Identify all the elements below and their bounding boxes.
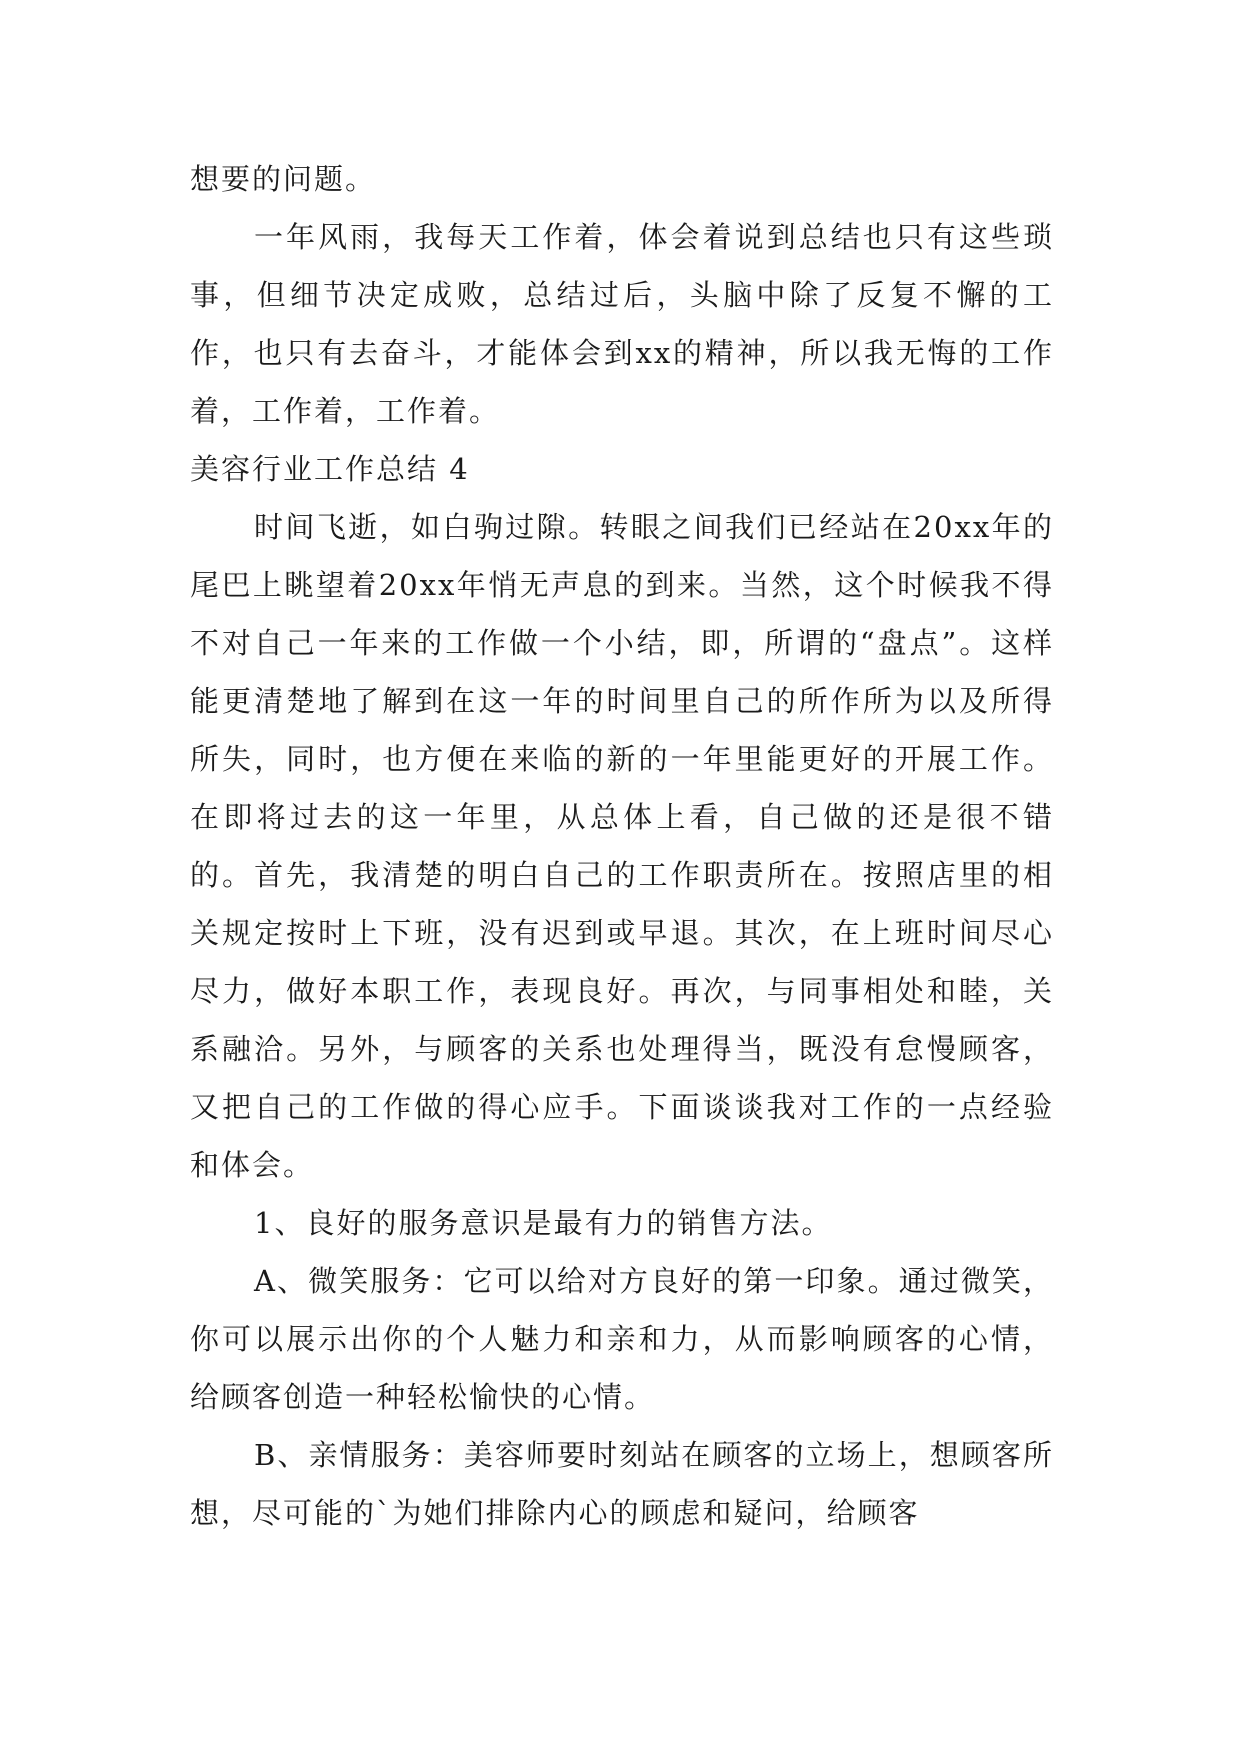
intro-fragment: 想要的问题。 (190, 162, 377, 196)
paragraph-overview: 时间飞逝，如白驹过隙。转眼之间我们已经站在20xx年的尾巴上眺望着20xx年悄无声息的到来。当然，这个时候我不得不对自己一年来的工作做一个小结，即，所谓的“盘点”。这样能更清楚地了解到在这一年的时间里自己的所作所为以及所得所失，同时，也方便在来临的新的一年里能更好的开展工作。在即将过去的这一年里，从总体上看，自己做的还是很不错的。首先，我清楚的明白自己的工作职责所在。按照店里的相关规定按时上下班，没有迟到或早退。其次，在上班时间尽心尽力，做好本职工作，表现良好。再次，与同事相处和睦，关系融洽。另外，与顾客的关系也处理得当，既没有怠慢顾客，又把自己的工作做的得心应手。下面谈谈我对工作的一点经验和体会。 (190, 510, 1054, 1182)
document-body (190, 150, 1054, 1542)
section-title: 美容行业工作总结 4 (190, 452, 470, 486)
closing-paragraph: 一年风雨，我每天工作着，体会着说到总结也只有这些琐事，但细节决定成败，总结过后，头脑中除了反复不懈的工作，也只有去奋斗，才能体会到xx的精神，所以我无悔的工作着，工作着，工作着。 (190, 220, 1054, 428)
paragraph-point-1: 1、良好的服务意识是最有力的销售方法。 (254, 1206, 833, 1240)
paragraph-point-a: A、微笑服务：它可以给对方良好的第一印象。通过微笑，你可以展示出你的个人魅力和亲和力，从而影响顾客的心情，给顾客创造一种轻松愉快的心情。 (190, 1264, 1054, 1414)
paragraph-point-b: B、亲情服务：美容师要时刻站在顾客的立场上，想顾客所想，尽可能的`为她们排除内心的顾虑和疑问，给顾客 (190, 1438, 1054, 1530)
